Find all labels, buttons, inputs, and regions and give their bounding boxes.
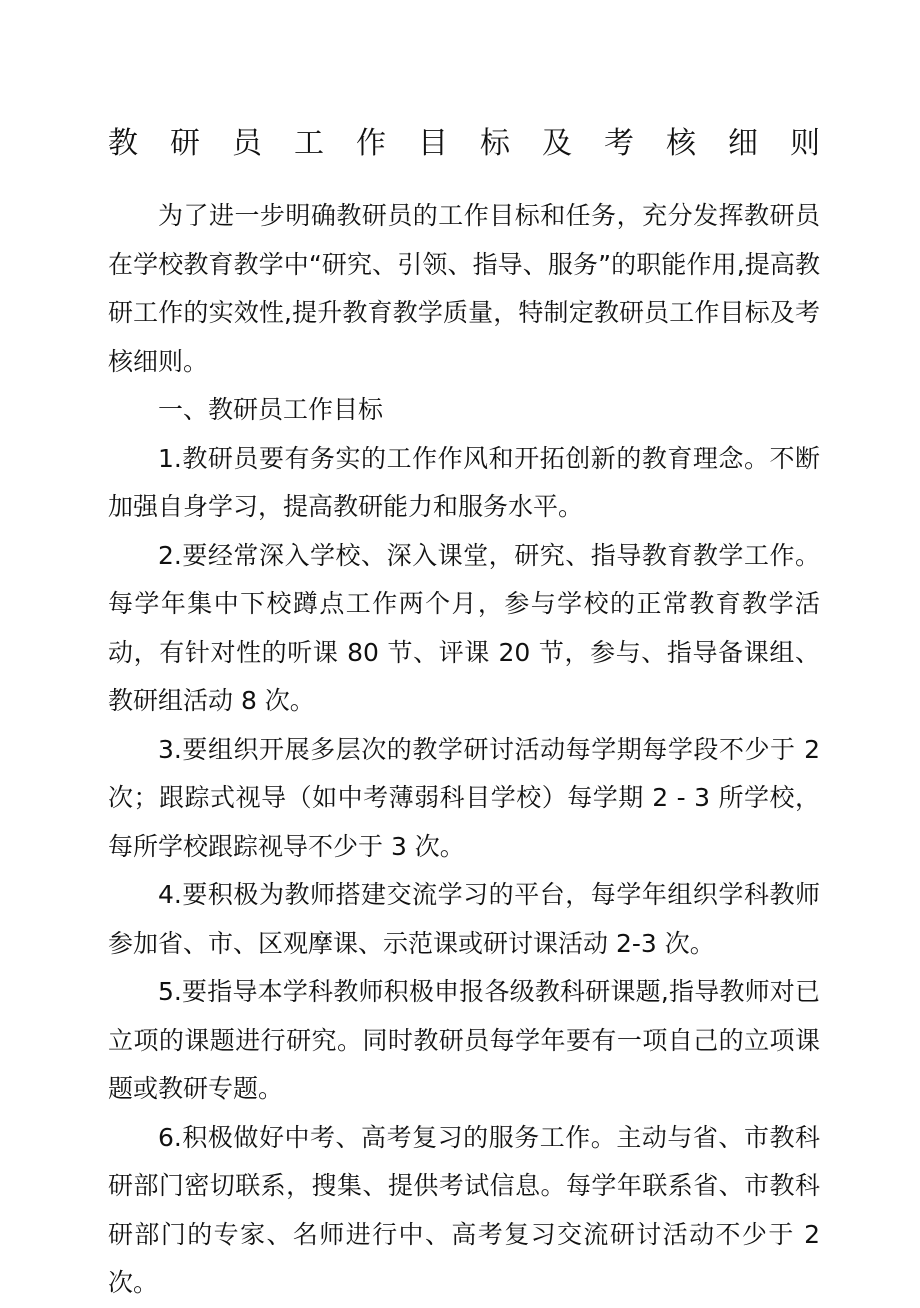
paragraph-item-4: 4.要积极为教师搭建交流学习的平台，每学年组织学科教师参加省、市、区观摩课、示范课或研讨课活动 2-3 次。 bbox=[108, 880, 820, 958]
paragraph-intro: 为了进一步明确教研员的工作目标和任务，充分发挥教研员在学校教育教学中“研究、引领、指导、服务”的职能作用,提高教研工作的实效性,提升教育教学质量，特制定教研员工作目标及考核细则。 bbox=[108, 201, 820, 376]
document-title: 教研员工作目标及考核细则 bbox=[108, 126, 852, 161]
paragraph-item-5: 5.要指导本学科教师积极申报各级教科研课题,指导教师对已立项的课题进行研究。同时教研员每学年要有一项自己的立项课题或教研专题。 bbox=[108, 977, 820, 1103]
paragraph-item-2: 2.要经常深入学校、深入课堂，研究、指导教育教学工作。每学年集中下校蹲点工作两个月，参与学校的正常教育教学活动，有针对性的听课 80 节、评课 20 节，参与、指导备课组、教研组活动 8 次。 bbox=[108, 540, 820, 715]
section-heading-goals: 一、教研员工作目标 bbox=[158, 395, 384, 424]
paragraph-item-6: 6.积极做好中考、高考复习的服务工作。主动与省、市教科研部门密切联系，搜集、提供考试信息。每学年联系省、市教科研部门的专家、名师进行中、高考复习交流研讨活动不少于 2 次。 bbox=[108, 1122, 820, 1297]
paragraph-item-1: 1.教研员要有务实的工作作风和开拓创新的教育理念。不断加强自身学习，提高教研能力和服务水平。 bbox=[108, 443, 820, 521]
paragraph-item-3: 3.要组织开展多层次的教学研讨活动每学期每学段不少于 2 次；跟踪式视导（如中考薄弱科目学校）每学期 2 - 3 所学校，每所学校跟踪视导不少于 3 次。 bbox=[108, 734, 820, 861]
